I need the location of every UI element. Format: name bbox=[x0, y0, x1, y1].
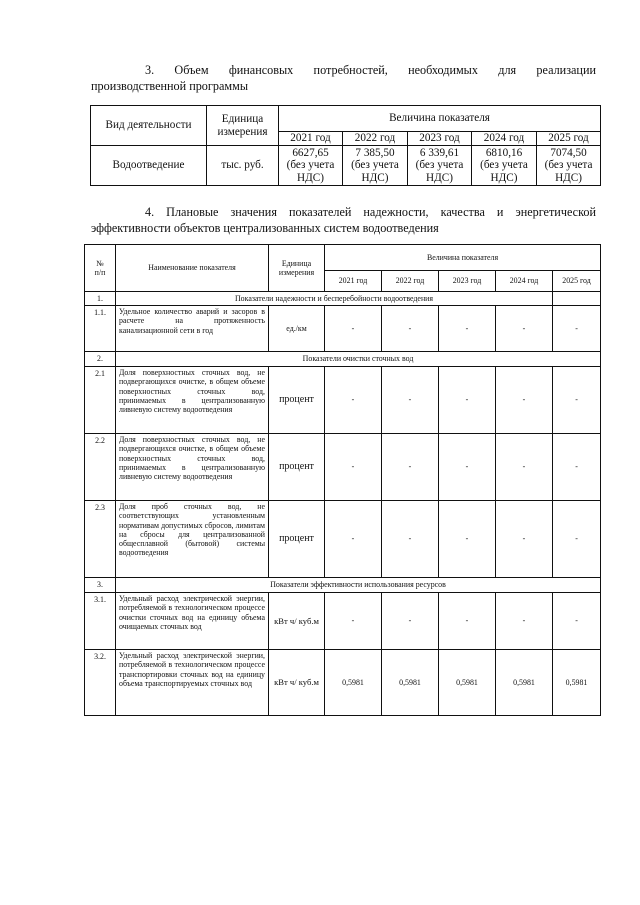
row-value: 0,5981 bbox=[439, 650, 496, 716]
value-cell bbox=[408, 146, 472, 186]
row-value: - bbox=[496, 434, 553, 501]
row-value: - bbox=[496, 593, 553, 650]
value-amount: 6627,65 bbox=[292, 146, 329, 159]
row-value: - bbox=[325, 306, 382, 352]
row-unit: процент bbox=[269, 434, 325, 501]
row-value: 0,5981 bbox=[553, 650, 601, 716]
row-name: Удельный расход электрической энергии, потребляемой в технологическом процессе транспортировки сточных вод на единицу объема транспортируемых сточных вод bbox=[116, 650, 269, 716]
row-num: 2.2 bbox=[85, 434, 116, 501]
row-num: 2.1 bbox=[85, 367, 116, 434]
value-cell bbox=[343, 146, 408, 186]
row-name: Доля поверхностных сточных вод, не подвергающихся очистке, в общем объеме поверхностных сточных вод, принимаемых в централизованную ливневую систему водоотведения bbox=[116, 434, 269, 501]
row-value: - bbox=[382, 593, 439, 650]
section-num: 3. bbox=[85, 578, 116, 593]
row-unit: кВт ч/ куб.м bbox=[269, 593, 325, 650]
row-value: - bbox=[325, 593, 382, 650]
header-year: 2022 год bbox=[382, 271, 439, 292]
row-value: - bbox=[553, 367, 601, 434]
value-amount: 7074,50 bbox=[550, 146, 587, 159]
indicators-table bbox=[84, 244, 601, 716]
value-note: НДС) bbox=[490, 171, 518, 184]
value-note: (без учета bbox=[480, 159, 528, 172]
row-value: - bbox=[382, 501, 439, 578]
row-num: 3.1. bbox=[85, 593, 116, 650]
header-unit bbox=[207, 106, 279, 146]
header-year: 2025 год bbox=[537, 132, 601, 146]
value-note: НДС) bbox=[361, 171, 389, 184]
row-value: - bbox=[382, 306, 439, 352]
section-empty-cell bbox=[553, 292, 601, 306]
header-year: 2021 год bbox=[325, 271, 382, 292]
value-note: (без учета bbox=[351, 159, 399, 172]
value-cell bbox=[472, 146, 537, 186]
row-num: 3.2. bbox=[85, 650, 116, 716]
header-year: 2024 год bbox=[472, 132, 537, 146]
row-value: 0,5981 bbox=[382, 650, 439, 716]
row-num: 1.1. bbox=[85, 306, 116, 352]
row-unit: процент bbox=[269, 367, 325, 434]
header-activity: Вид деятельности bbox=[91, 106, 207, 146]
value-note: (без учета bbox=[544, 159, 593, 172]
row-value: - bbox=[325, 367, 382, 434]
header-unit: Единица измерения bbox=[269, 245, 325, 292]
row-unit: кВт ч/ куб.м bbox=[269, 650, 325, 716]
header-year: 2023 год bbox=[439, 271, 496, 292]
row-value: - bbox=[325, 501, 382, 578]
value-cell bbox=[279, 146, 343, 186]
section-num: 1. bbox=[85, 292, 116, 306]
row-value: - bbox=[496, 306, 553, 352]
header-year: 2024 год bbox=[496, 271, 553, 292]
value-amount: 6810,16 bbox=[485, 146, 523, 159]
row-unit: тыс. руб. bbox=[207, 146, 279, 186]
financial-needs-table bbox=[90, 105, 601, 186]
row-value: - bbox=[496, 367, 553, 434]
row-name: Удельный расход электрической энергии, потребляемой в технологическом процессе очистки сточных вод на единицу объема очищаемых сточных вод bbox=[116, 593, 269, 650]
row-activity: Водоотведение bbox=[91, 146, 207, 186]
value-cell bbox=[537, 146, 601, 186]
row-value: - bbox=[553, 593, 601, 650]
header-year: 2025 год bbox=[553, 271, 601, 292]
header-year: 2023 год bbox=[408, 132, 472, 146]
row-unit: процент bbox=[269, 501, 325, 578]
row-name: Доля проб сточных вод, не соответствующих установленным нормативам допустимых сбросов, лимитам на сбросы для централизованной общесплавной (бытовой) системы водоотведения bbox=[116, 501, 269, 578]
section-num: 2. bbox=[85, 352, 116, 367]
row-value: - bbox=[439, 501, 496, 578]
row-value: 0,5981 bbox=[496, 650, 553, 716]
value-amount: 6 339,61 bbox=[419, 146, 460, 159]
row-value: - bbox=[553, 306, 601, 352]
row-value: - bbox=[382, 367, 439, 434]
value-note: НДС) bbox=[426, 171, 453, 184]
row-value: 0,5981 bbox=[325, 650, 382, 716]
row-value: - bbox=[439, 434, 496, 501]
row-num: 2.3 bbox=[85, 501, 116, 578]
header-num-line1: № bbox=[96, 258, 104, 268]
header-value: Величина показателя bbox=[279, 106, 601, 132]
value-note: (без учета bbox=[286, 159, 335, 172]
section-4-heading-line2: эффективности объектов централизованных систем водоотведения bbox=[91, 221, 439, 235]
header-name: Наименование показателя bbox=[116, 245, 269, 292]
header-year: 2021 год bbox=[279, 132, 343, 146]
row-value: - bbox=[382, 434, 439, 501]
section-3-heading bbox=[91, 62, 596, 94]
row-value: - bbox=[496, 501, 553, 578]
value-amount: 7 385,50 bbox=[355, 146, 395, 159]
row-unit: ед./км bbox=[269, 306, 325, 352]
row-value: - bbox=[439, 367, 496, 434]
row-value: - bbox=[439, 306, 496, 352]
value-note: НДС) bbox=[297, 171, 324, 184]
section-title: Показатели очистки сточных вод bbox=[116, 352, 601, 367]
row-name: Удельное количество аварий и засоров в расчете на протяженность канализационной сети в год bbox=[116, 306, 269, 352]
section-title: Показатели надежности и бесперебойности водоотведения bbox=[116, 292, 553, 306]
section-4-heading bbox=[91, 204, 596, 236]
value-note: (без учета bbox=[415, 159, 464, 172]
section-title: Показатели эффективности использования ресурсов bbox=[116, 578, 601, 593]
header-year: 2022 год bbox=[343, 132, 408, 146]
header-num bbox=[85, 245, 116, 292]
row-value: - bbox=[553, 501, 601, 578]
header-unit-line2: измерения bbox=[217, 125, 268, 138]
row-value: - bbox=[325, 434, 382, 501]
row-value: - bbox=[553, 434, 601, 501]
value-note: НДС) bbox=[555, 171, 582, 184]
row-name: Доля поверхностных сточных вод, не подвергающихся очистке, в общем объеме поверхностных сточных вод, принимаемых в централизованную ливневую систему водоотведения bbox=[116, 367, 269, 434]
section-3-heading-line2: производственной программы bbox=[91, 79, 249, 93]
header-unit-line1: Единица bbox=[221, 113, 264, 125]
header-num-line2: п/п bbox=[94, 268, 106, 277]
section-3-heading-line1: 3. Объем финансовых потребностей, необходимых для реализации bbox=[145, 63, 596, 77]
section-4-heading-line1: 4. Плановые значения показателей надежности, качества и энергетической bbox=[145, 205, 596, 219]
row-value: - bbox=[439, 593, 496, 650]
header-value: Величина показателя bbox=[325, 245, 601, 271]
